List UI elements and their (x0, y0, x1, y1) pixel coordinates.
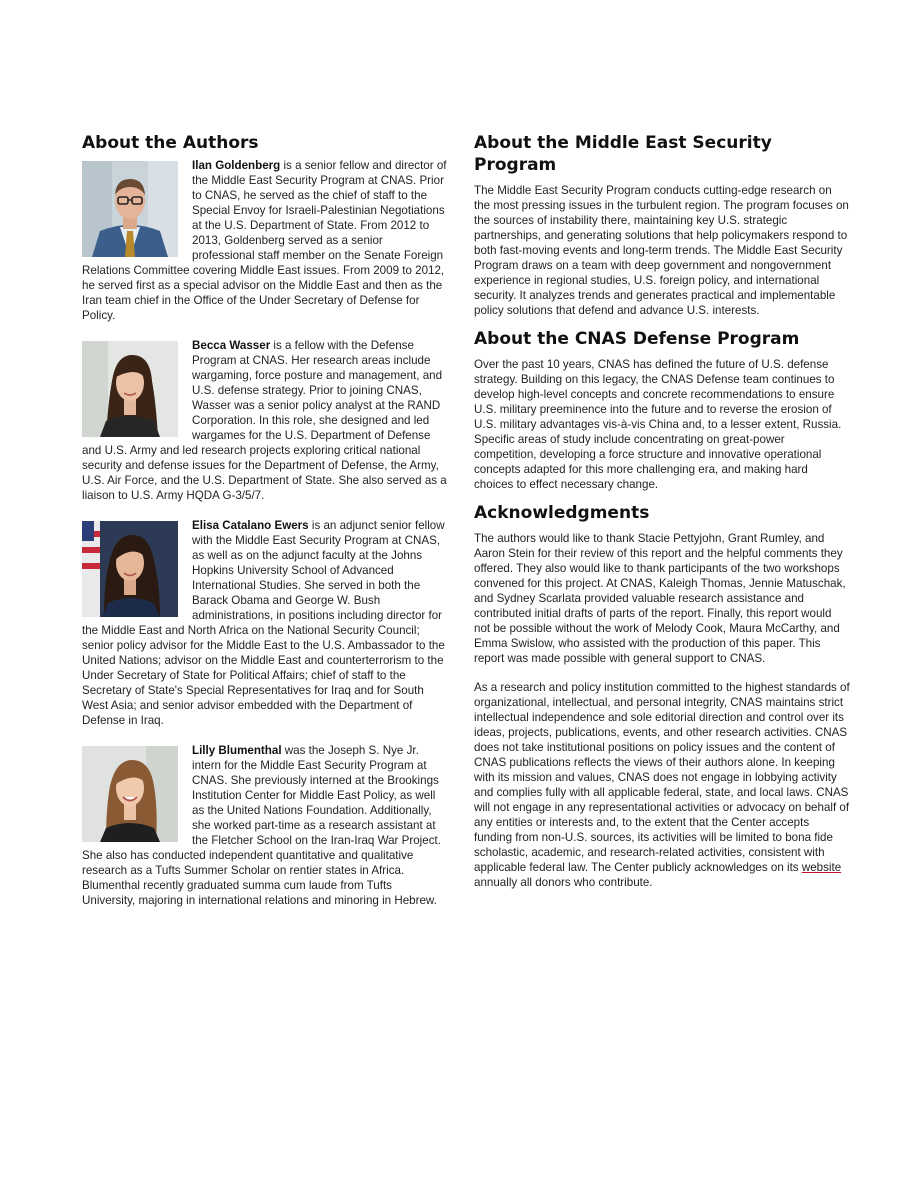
author-name: Lilly Blumenthal (192, 744, 282, 757)
author-description: is a fellow with the Defense Program at CNAS. Her research areas include wargaming, force posture and management, and U.S. defense strategy. Prior to joining CNAS, Wasser was a senior policy analyst at the RAND Corporation. In this role, she designed and led wargames for the U.S. Department of Defense and U.S. Army and led research projects exploring critical national security and defense issues for the Department of Defense, the Army, U.S. Air Force, and the U.S. Department of State. She also served as a liaison to U.S. Army HQDA G-3/5/7. (82, 339, 447, 502)
independence-text-end: annually all donors who contribute. (474, 876, 653, 889)
defense-section (474, 328, 850, 492)
authors-heading: About the Authors (82, 133, 259, 153)
mesp-section (474, 132, 850, 318)
author-bio (82, 518, 448, 728)
defense-heading: About the CNAS Defense Program (474, 329, 800, 349)
mesp-body: The Middle East Security Program conducts cutting-edge research on the most pressing issues in the turbulent region. The program focuses on the sources of instability there, maintaining key U.S. strategic partnerships, and generating solutions that help policymakers respond to both fast-moving events and long-term trends. The Middle East Security Program draws on a team with deep government and nongovernment experience in regional studies, U.S. foreign policy, and international security. It analyzes trends and generates practical and implementable policy solutions that defend and advance U.S. interests. (474, 184, 849, 317)
author-photo-wasser (82, 341, 178, 437)
defense-body: Over the past 10 years, CNAS has defined the future of U.S. defense strategy. Building on this legacy, the CNAS Defense team continues to develop high-level concepts and concrete recommendations to ensure U.S. military preeminence into the future and to reverse the erosion of U.S. military advantages vis-à-vis China and, to a lesser extent, Russia. Specific areas of study include concentrating on great-power competition, developing a force structure and innovative operational concepts adapted for this more challenging era, and making hard choices to effect necessary change. (474, 358, 842, 491)
author-name: Ilan Goldenberg (192, 159, 281, 172)
author-photo-blumenthal (82, 746, 178, 842)
programs-column (474, 132, 850, 900)
author-bio (82, 158, 448, 323)
authors-column (82, 132, 448, 923)
acknowledgments-heading: Acknowledgments (474, 503, 650, 523)
mesp-heading: About the Middle East Security Program (474, 133, 772, 175)
independence-statement (474, 680, 850, 890)
author-description: is an adjunct senior fellow with the Middle East Security Program at CNAS, as well as on the adjunct faculty at the Johns Hopkins University School of Advanced International Studies. She served in both the Barack Obama and George W. Bush administrations, in positions including director for the Middle East and North Africa on the National Security Council; senior policy advisor for the Middle East to the U.S. Ambassador to the United Nations; advisor on the Middle East and counterterrorism to the Under Secretary of State for Political Affairs; chief of staff to the Secretary of State's Special Representatives for Iraq and for South West Asia; and senior advisor embedded with the Department of Defense in Iraq. (82, 519, 445, 727)
author-photo-ewers (82, 521, 178, 617)
author-bio (82, 743, 448, 908)
author-description: was the Joseph S. Nye Jr. intern for the Middle East Security Program at CNAS. She previously interned at the Brookings Institution Center for Middle East Policy, as well as the United Nations Foundation. Additionally, she worked part-time as a research assistant at the Fletcher School on the Iran-Iraq War Project. She also has conducted independent quantitative and qualitative research as a Tufts Summer Scholar on rentier states in Africa. Blumenthal recently graduated summa cum laude from Tufts University, majoring in international relations and minoring in Hebrew. (82, 744, 441, 907)
paragraph-gap (474, 666, 850, 680)
author-bio (82, 338, 448, 503)
acknowledgments-body: The authors would like to thank Stacie Pettyjohn, Grant Rumley, and Aaron Stein for their review of this report and the helpful comments they offered. They also would like to thank participants of the two workshops convened for this project. At CNAS, Kaleigh Thomas, Jennie Matuschak, and Sydney Scarlata provided valuable research assistance and contributed initial drafts of parts of the report. Finally, this report would not be possible without the work of Melody Cook, Maura McCarthy, and Emma Swislow, who assisted with the production of this paper. This report was made possible with general support to CNAS. (474, 532, 846, 665)
independence-text: As a research and policy institution committed to the highest standards of organizational, intellectual, and personal integrity, CNAS maintains strict intellectual independence and sole editorial direction and control over its ideas, projects, publications, events, and other research activities. CNAS does not take institutional positions on policy issues and the content of CNAS publications reflects the views of their authors alone. In keeping with its mission and values, CNAS does not engage in lobbying activity and complies fully with all applicable federal, state, and local laws. CNAS will not engage in any representational activities or advocacy on behalf of any entities or interests and, to the extent that the Center accepts funding from non-U.S. sources, its activities will be limited to bona fide scholastic, academic, and research-related activities, consistent with applicable federal law. The Center publicly acknowledges on its (474, 681, 850, 874)
author-description: is a senior fellow and director of the Middle East Security Program at CNAS. Prior to CNAS, he served as the chief of staff to the Special Envoy for Israeli-Palestinian Negotiations at the U.S. Department of State. From 2012 to 2013, Goldenberg served as a senior professional staff member on the Senate Foreign Relations Committee covering Middle East issues. From 2009 to 2012, he served first as a special advisor on the Middle East and then as the Iran team chief in the Office of the Under Secretary of Defense for Policy. (82, 159, 447, 322)
author-name: Becca Wasser (192, 339, 271, 352)
author-name: Elisa Catalano Ewers (192, 519, 309, 532)
author-photo-goldenberg (82, 161, 178, 257)
acknowledgments-section (474, 502, 850, 890)
website-link[interactable]: website (801, 861, 842, 874)
